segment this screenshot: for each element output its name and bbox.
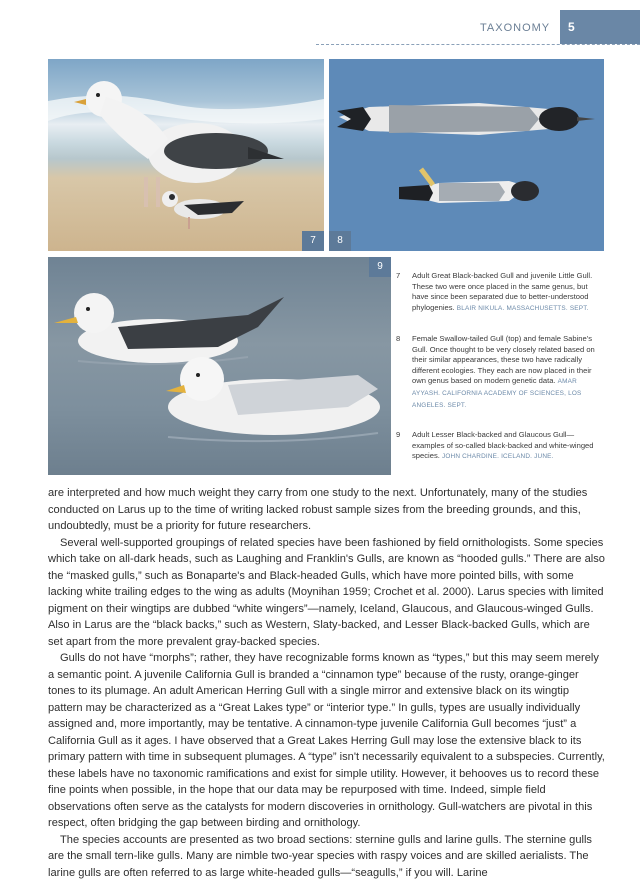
paragraph-1: are interpreted and how much weight they carry from one study to the next. Unfortunately, many of the studies conducted on Larus up to the time of writing lacked robust sample sizes from the breeding grounds, and this, undoubtedly, must be a priority for future researchers.	[48, 487, 588, 532]
photo-7-number-badge: 7	[302, 231, 324, 251]
section-title: TAXONOMY	[480, 22, 551, 34]
caption-9	[396, 430, 606, 463]
paragraph-3: Gulls do not have “morphs”; rather, they have recognizable forms known as “types,” but this may seem merely a semantic point. A juvenile California Gull is branded a “cinnamon type” because of the rusty, orange-ginger tones to its plumage. An adult American Herring Gull with a single mirror and extensive black on its wingtip pattern may be characterized as a “Great Lakes type” or “interior type.” In gulls, types are usually individually assigned and, more importantly, may be tentative. A cinnamon-type juvenile California Gull becomes “just” a California Gull as it ages. I have observed that a Great Lakes Herring Gull may lose the extensive black to its primary pattern with time in subsequent plumages. A “type” isn't necessarily equivalent to a subspecies. Currently, these labels have no taxonomic ramifications and exist for simple utility. However, it behooves us to record these fine points when possible, in the hope that our data may be repurposed with time. Indeed, simple field observations often serve as the catalysts for modern discoveries in ornithology. Gull-watchers are pivotal in this respect, often bridging the gap between birding and ornithology.	[48, 652, 605, 829]
caption-8-number: 8	[396, 334, 401, 343]
photo-8	[329, 59, 604, 251]
photo-8-illustration	[329, 59, 604, 251]
page-number: 5	[568, 20, 575, 34]
photo-9	[48, 257, 391, 475]
caption-7-number: 7	[396, 271, 401, 280]
body-text	[48, 485, 606, 881]
caption-8-credit: AMAR AYYASH. CALIFORNIA ACADEMY OF SCIENCES, LOS ANGELES. SEPT.	[412, 378, 582, 409]
caption-7-credit: BLAIR NIKULA. MASSACHUSETTS. SEPT.	[456, 304, 589, 312]
caption-9-credit: JOHN CHARDINE. ICELAND. JUNE.	[441, 453, 554, 461]
photo-7	[48, 59, 324, 251]
caption-7	[396, 271, 606, 314]
photo-7-illustration	[48, 59, 324, 251]
caption-9-text: Adult Lesser Black-backed and Glaucous Gull—examples of so-called black-backed and white-winged species.	[412, 430, 594, 461]
caption-8	[396, 334, 606, 411]
caption-8-text: Female Swallow-tailed Gull (top) and female Sabine's Gull. Once thought to be very closely related based on their similar appearances, these two have radically different ecologies. They each are now placed in their own genus based on modern genetic data.	[412, 334, 595, 386]
photo-9-illustration	[48, 257, 391, 475]
header-divider	[316, 44, 640, 45]
paragraph-2: Several well-supported groupings of related species have been fashioned by field ornithologists. Some species which take on all-dark heads, such as Laughing and Franklin's Gulls, are known as “hooded gulls.” There are also the “masked gulls,” such as Bonaparte's and Black-headed Gulls, which have more pointed bills, with some lacking white trailing edges to the wing as adults (Moynihan 1959; Crochet et al. 2000). Larus species with limited pigment on their wingtips are dubbed “white wingers”—namely, Iceland, Glaucous, and Glaucous-winged Gulls. Also in Larus are the “black backs,” such as Western, Slaty-backed, and Lesser Black-backed Gulls, which are set apart from the more prevalent gray-backed species.	[48, 536, 605, 648]
paragraph-4: The species accounts are presented as two broad sections: sternine gulls and larine gulls. The sternine gulls are the small tern-like gulls. Many are nimble two-year species with raspy voices and are skilled aerialists. The larine gulls are often referred to as large white-headed gulls—“seagulls,” if you will. Larine	[48, 833, 592, 879]
photo-8-number-badge: 8	[329, 231, 351, 251]
photo-9-number-badge: 9	[369, 257, 391, 277]
caption-9-number: 9	[396, 430, 401, 439]
caption-7-text: Adult Great Black-backed Gull and juvenile Little Gull. These two were once placed in the same genus, but have since been separated due to better-understood phylogenies.	[412, 271, 593, 312]
